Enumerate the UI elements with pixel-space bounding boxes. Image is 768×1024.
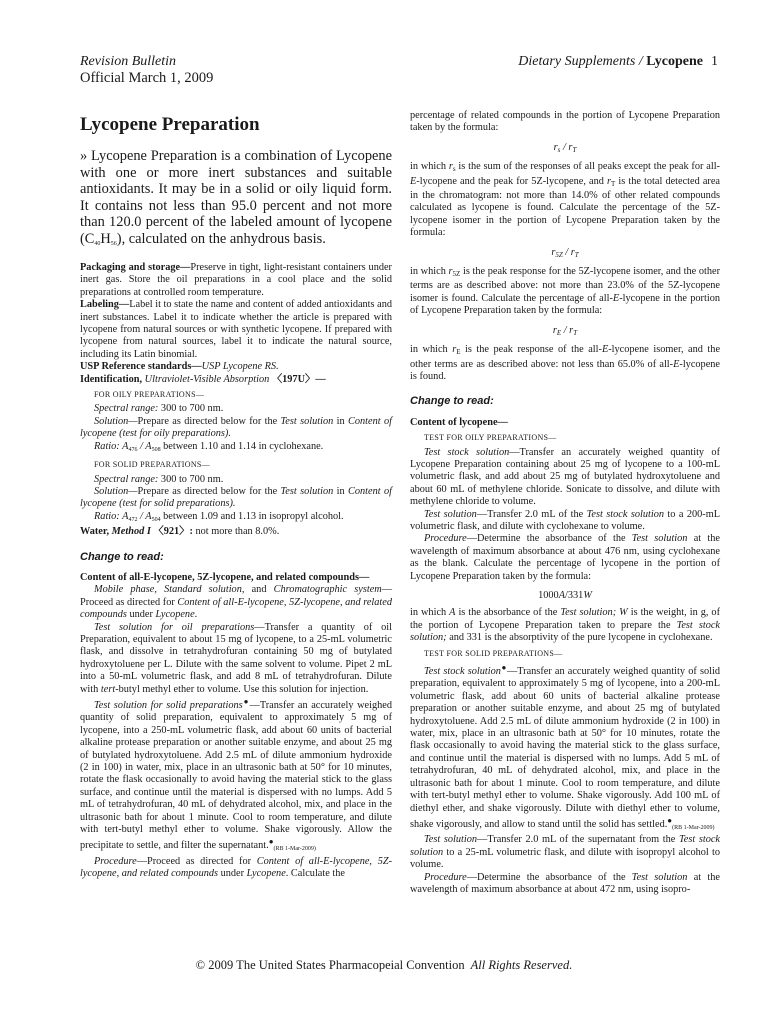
copyright-text: © 2009 The United States Pharmacopeial Convention [195, 958, 465, 972]
solid-solution: Solution—Prepare as directed below for the Test solution in Content of lycopene (test for solid preparations). [80, 485, 392, 510]
change-to-read-label: Change to read: [410, 395, 494, 408]
solid-preparations-heading: TEST FOR SOLID PREPARATIONS— [424, 648, 563, 658]
right-column [410, 110, 720, 896]
page-footer [0, 958, 768, 973]
formula-lycopene-content: 1000A/331W [538, 590, 592, 601]
water-section: Water, Method I 〈921〉: not more than 8.0%. [80, 526, 280, 538]
monograph-title: Lycopene Preparation [80, 114, 260, 135]
procedure-paragraph: Procedure—Proceed as directed for Content of all-E-lycopene, 5Z-lycopene, and related compounds under Lycopene. Calculate the [80, 855, 393, 880]
reference-standards-section: USP Reference standards—USP Lycopene RS. [80, 361, 279, 373]
rights-text: All Rights Reserved. [470, 958, 573, 972]
related-compounds-heading: Content of all-E-lycopene, 5Z-lycopene, and related compounds— [80, 571, 370, 583]
revision-bullet-icon: ● [667, 815, 673, 825]
solid-test-solution-paragraph: Test solution—Transfer 2.0 mL of the supernatant from the Test stock solution to a 25-mL volumetric flask, and dilute with isopropyl alcohol to volume. [410, 834, 721, 871]
oily-ratio: Ratio: A476 / A508 between 1.10 and 1.14 in cyclohexane. [94, 440, 324, 453]
all-e-isomer-explanation: in which $r_E$ is the peak response of the all-E-lycopene isomer, and the other terms are as described above: not less than 65.0% of all-E-lycopene is found. [410, 344, 721, 382]
revision-bulletin-label: Revision Bulletin [80, 54, 177, 69]
oil-test-solution-paragraph: Test solution for oil preparations—Transfer a quantity of oil Preparation, equivalent to about 15 mg of lycopene, to a 25-mL volumetric flask, and dissolve in tetrahydrofuran containing 50 mg of butylated hydroxytoluene per L. Dilute with the same solvent to volume. Pipet 2 mL into a 50-mL volumetric flask, and add 8 mL of tetrahydrofuran. Dilute with tert-butyl methyl ether to volume. Use this solution for injection. [80, 621, 392, 695]
formula-intro: percentage of related compounds in the portion of Lycopene Preparation taken by the formula: [410, 110, 720, 134]
labeling-section: Labeling—Label it to state the name and content of added antioxidants and inert substances. Label it to indicate whether the article is prepared with lycopene from natural sources or with synthetic lycopene. If prepared with lycopene from natural sources, label it to indicate the natural source, including its Latin binomial. [80, 299, 392, 360]
absorbance-explanation: in which A is the absorbance of the Test solution; W is the weight, in g, of the portion of Lycopene Preparation taken to prepare the Test stock solution; and 331 is the absorptivity of the pure lycopene in cyclohexane. [410, 607, 721, 644]
header-separator: / [635, 54, 647, 69]
related-compounds-explanation: in which $r_s$ is the sum of the responses of all peaks except the peak for all-E-lycopene and the peak for 5Z-lycopene, and $r_T$ is the total detected area in the chromatogram: not more than 14.0% of other related compounds calculated as lycopene is found. Calculate the percentage of the 5Z-lycopene isomer in the portion of Lycopene Preparation taken by the formula: [410, 161, 720, 239]
monograph-name: Lycopene [646, 54, 703, 69]
oily-preparations-heading: TEST FOR OILY PREPARATIONS— [424, 433, 557, 443]
left-column [80, 108, 392, 881]
revision-bullet-icon: ● [500, 663, 507, 673]
header-left [80, 54, 380, 86]
revision-bullet-icon: ● [242, 697, 250, 706]
change-to-read-label: Change to read: [80, 550, 164, 563]
formula-all-e-isomer: $r_E / r_T$ [552, 324, 578, 337]
solid-procedure-paragraph: Procedure—Determine the absorbance of the Test solution at the wavelength of maximum absorbance at about 472 nm, using isopro- [410, 871, 720, 895]
oily-procedure-paragraph: Procedure—Determine the absorbance of the Test solution at the wavelength of maximum absorbance at about 476 nm, using cyclohexane as the blank. Calculate the percentage of lycopene in the portion of Lycopene Preparation taken by the formula: [410, 533, 720, 582]
content-of-lycopene-heading: Content of lycopene— [410, 416, 508, 428]
solid-preparations-heading: FOR SOLID PREPARATIONS— [94, 460, 210, 470]
packaging-section: Packaging and storage—Preserve in tight, light-resistant containers under inert gas. Store the oil preparations in a cool place and the solid preparations at controlled room temperature. [80, 262, 392, 298]
oily-preparations-heading: FOR OILY PREPARATIONS— [94, 390, 205, 400]
header-right [518, 54, 718, 70]
official-date: Official March 1, 2009 [80, 70, 214, 86]
identification-section: Identification, Ultraviolet-Visible Absorption 〈197U〉— [80, 373, 326, 385]
revision-bullet-icon: ● [268, 837, 274, 847]
page-number: 1 [711, 54, 718, 69]
oily-spectral-range: Spectral range: 300 to 700 nm. [94, 403, 224, 415]
solid-stock-solution-paragraph: Test stock solution●—Transfer an accurately weighed quantity of solid preparation, equivalent to approximately 5 mg of lycopene, into a 200-mL volumetric flask, add about 60 units of bacterial alkaline protease preparation or another suitable enzyme, and about 25 mg of butylated hydroxytoluene. Add 2.5 mL of dilute ammonium hydroxide (2 in 100) in water, mix, place in an ultrasonic bath at 50° for 10 minutes, rotate the flask occasionally to avoid having the material stick to the glass surface, and continue until the material is dispersed with no lumps. Add 5 mL of tetrahydrofuran, 40 mL of dehydrated alcohol, mix, and place in the ultrasonic bath for about 1 minute. Cool to room temperature, and dilute with tert-butyl methyl ether to volume. Shake vigorously. Add 100 mL of diethyl ether, and shake vigorously. Dilute with diethyl ether to volume, shake vigorously, and allow to stand until the solid has settled.●(RB 1-Mar-2009) [410, 663, 720, 831]
oily-test-solution-paragraph: Test solution—Transfer 2.0 mL of the Test stock solution to a 200-mL volumetric flask, and dilute with cyclohexane to volume. [410, 508, 720, 532]
solid-test-solution-paragraph: Test solution for solid preparations●—Transfer an accurately weighed quantity of solid preparation, equivalent to approximately 5 mg of lycopene, into a 250-mL volumetric flask, add about 60 units of bacterial alkaline protease preparation or another suitable enzyme, and about 25 mg of butylated hydroxytoluene. Add 2.5 mL of dilute ammonium hydroxide (2 in 100) in water, mix, place in an ultrasonic bath at 50° for 10 minutes, rotate the flask occasionally to avoid having the material stick to the glass surface, and continue until the material is dispersed with no lumps. Add 5 mL of tetrahydrofuran, 40 mL of dehydrated alcohol, mix, and place in the ultrasonic bath for about 1 minute. Cool to room temperature, and dilute with tert-butyl methyl ether to volume. Shake vigorously. Allow the precipitate to settle, and filter the supernatant.●(RB 1-Mar-2009) [80, 697, 392, 853]
formula-5z-isomer: $r_{5Z} / r_T$ [551, 246, 579, 259]
5z-isomer-explanation: in which $r_{5Z}$ is the peak response for the 5Z-lycopene isomer, and the other terms are as described above: not more than 23.0% of the 5Z-lycopene isomer is found. Calculate the percentage of all-E-lycopene in the portion of Lycopene Preparation taken by the formula: [410, 266, 720, 317]
oily-solution: Solution—Prepare as directed below for the Test solution in Content of lycopene (test for oily preparations). [80, 415, 392, 440]
oily-stock-solution-paragraph: Test stock solution—Transfer an accurately weighed quantity of Lycopene Preparation containing about 25 mg of lycopene to a 100-mL volumetric flask, and add about 25 mg of butylated hydroxytoluene and about 60 mL of methylene chloride. Sonicate to dissolve, and dilute with methylene chloride to volume. [410, 446, 720, 508]
mobile-phase-paragraph: Mobile phase, Standard solution, and Chromatographic system—Proceed as directed for Content of all-E-lycopene, 5Z-lycopene, and related compounds under Lycopene. [80, 584, 393, 621]
solid-spectral-range: Spectral range: 300 to 700 nm. [94, 473, 224, 485]
definition-paragraph: » Lycopene Preparation is a combination of Lycopene with one or more inert substances and suitable antioxidants. It may be in a solid or oily liquid form. It contains not less than 95.0 percent and not more than 120.0 percent of the labeled amount of lycopene (C40H56), calculated on the anhydrous basis. [80, 148, 392, 247]
solid-ratio: Ratio: A472 / A504 between 1.09 and 1.13 in isopropyl alcohol. [94, 510, 344, 523]
formula-related-compounds: $r_s / r_T$ [553, 141, 577, 154]
section-name: Dietary Supplements [518, 54, 636, 69]
